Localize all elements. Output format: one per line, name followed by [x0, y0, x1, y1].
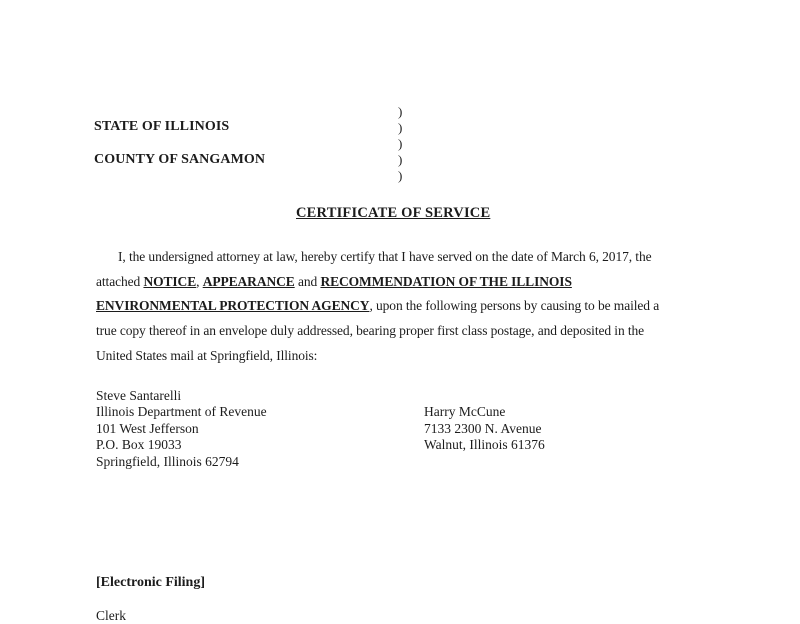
recommendation-ref: ENVIRONMENTAL PROTECTION AGENCY	[96, 298, 370, 313]
caption-paren: )	[398, 136, 403, 151]
county-caption: COUNTY OF SANGAMON	[94, 152, 266, 167]
caption-paren: )	[398, 120, 403, 135]
body-line-4: true copy thereof in an envelope duly addressed, bearing proper first class postage, and deposited in the	[96, 323, 645, 338]
address-line: Steve Santarelli	[96, 388, 182, 403]
address-line: P.O. Box 19033	[96, 437, 182, 452]
body-text: attached	[96, 274, 144, 289]
certificate-title: CERTIFICATE OF SERVICE	[296, 205, 491, 221]
address-line: Harry McCune	[424, 404, 506, 419]
body-line-1: I, the undersigned attorney at law, hereby certify that I have served on the date of March 6, 2017, the	[118, 249, 652, 264]
body-text: , upon the following persons by causing to be mailed a	[369, 298, 660, 313]
address-line: 101 West Jefferson	[96, 421, 199, 436]
address-line: Springfield, Illinois 62794	[96, 454, 239, 469]
body-line-2	[96, 274, 572, 290]
state-caption: STATE OF ILLINOIS	[94, 119, 230, 134]
caption-paren: )	[398, 104, 403, 119]
clerk-label: Clerk	[96, 608, 126, 623]
body-text: ,	[196, 274, 203, 289]
caption-paren: )	[398, 168, 403, 183]
electronic-filing-label: [Electronic Filing]	[96, 575, 205, 590]
address-line: 7133 2300 N. Avenue	[424, 421, 542, 436]
address-line: Walnut, Illinois 61376	[424, 437, 545, 452]
caption-paren: )	[398, 152, 403, 167]
recommendation-ref: RECOMMENDATION OF THE ILLINOIS	[320, 274, 572, 289]
address-line: Illinois Department of Revenue	[96, 404, 267, 419]
appearance-ref: APPEARANCE	[202, 274, 295, 289]
body-text: and	[294, 274, 321, 289]
body-line-3	[96, 298, 659, 314]
notice-ref: NOTICE	[143, 274, 197, 289]
body-line-5: United States mail at Springfield, Illinois:	[96, 348, 318, 363]
